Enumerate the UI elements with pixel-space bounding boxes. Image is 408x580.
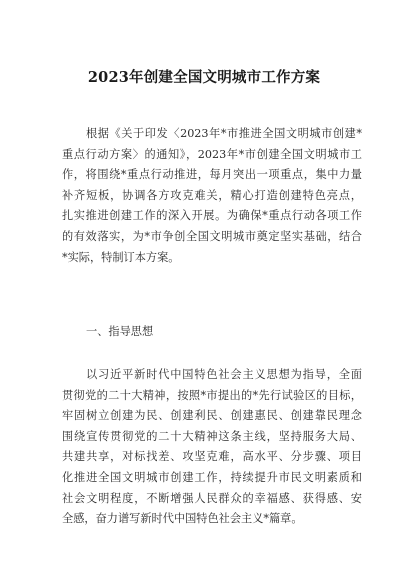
paragraph-line: 共建共享，对标找差、攻坚克难，高水平、分步骤、项目 (62, 450, 362, 464)
paragraph-line: 根据《关于印发〈2023年*市推进全国文明城市创建* (86, 127, 362, 140)
guiding-principles-paragraph (62, 365, 362, 530)
paragraph-line: 重点行动方案〉的通知》，2023年*市创建全国文明城市工 (62, 147, 362, 161)
paragraph-line: 的有效落实，为*市争创全国文明城市奠定坚实基础，结合 (62, 229, 362, 243)
paragraph-line: *实际，特制订本方案。 (62, 250, 180, 264)
paragraph-line: 扎实推进创建工作的深入开展。为确保*重点行动各项工作 (62, 209, 362, 223)
document-title: 2023年创建全国文明城市工作方案 (87, 69, 321, 86)
paragraph-line: 贯彻党的二十大精神，按照*市提出的*先行试验区的目标， (62, 388, 362, 402)
paragraph-line: 围绕宣传贯彻党的二十大精神这条主线，坚持服务大局、 (62, 429, 362, 443)
paragraph-line: 全感，奋力谱写新时代中国特色社会主义*篇章。 (62, 512, 303, 526)
paragraph-line: 作，将围绕*重点行动推进，每月突出一项重点，集中力量 (62, 168, 362, 182)
paragraph-line: 以习近平新时代中国特色社会主义思想为指导，全面 (86, 368, 362, 381)
paragraph-line: 社会文明程度，不断增强人民群众的幸福感、获得感、安 (62, 491, 362, 505)
section-heading: 一、指导思想 (86, 325, 154, 338)
intro-paragraph (62, 124, 362, 268)
paragraph-line: 牢固树立创建为民、创建利民、创建惠民、创建靠民理念 (62, 409, 362, 423)
paragraph-line: 化推进全国文明城市创建工作，持续提升市民文明素质和 (62, 470, 362, 484)
paragraph-line: 补齐短板，协调各方攻克难关，精心打造创建特色亮点， (62, 188, 362, 202)
